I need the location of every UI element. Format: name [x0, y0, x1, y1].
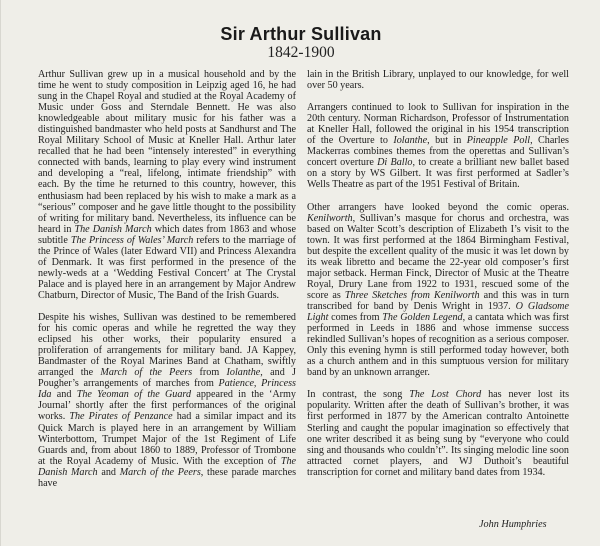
body-text: refers to the marriage of the Prince of Wales (later Edward VII) and Princess Alexandra of Denmark. It was first performed in the presence of the newly-weds at a ‘Wedding Festival Concert’ at The Crystal Palace and is played here in an arrangement by Major Andrew Chatburn, Director of Music, The Band of the Irish Guards.: [38, 234, 297, 301]
italic-title-text: The Princess of Wales’ March: [70, 234, 194, 246]
paragraph: [38, 69, 296, 301]
italic-title-text: The Lost Chord: [409, 389, 482, 401]
body-text: , these parade marches have: [38, 466, 297, 489]
body-text: Other arrangers have looked beyond the comic operas.: [307, 201, 569, 213]
body-text: and: [51, 389, 77, 401]
italic-title-text: March of the Peers: [119, 466, 201, 478]
body-text: , Sullivan’s masque for chorus and orchestra, was based on Walter Scott’s description of Elizabeth I’s visit to the town. It was first performed at the 1864 Birmingham Festival, but despite the excellent quality of the music it was let down by its weak libretto and became the 22-year old composer’s first major setback. Herman Finck, Director of Music at the Theatre Royal, Drury Lane from 1922 to 1931, rescued some of the score as: [307, 212, 569, 301]
paragraph: [307, 202, 569, 379]
author-signature: John Humphries: [479, 519, 547, 530]
body-text: Arthur Sullivan grew up in a musical household and by the time he went to study composition in Leipzig aged 16, he had sung in the Chapel Royal and studied at the Royal Academy of Music under Goss and Sterndale Bennett. He was also knowledgeable about military music for his father was a distinguished bandmaster who held posts at Sandhurst and The Royal Military School of Music at Kneller Hall. Arthur later recalled that he had been “intensely interested” in everything connected with bands, learning to play every wind instrument and developing a “real, lifelong, intimate friendship” with each. By the time he returned to this country, however, this enthusiasm had been replaced by his wish to make a mark as a “serious” composer and he gave little thought to the possibility of writing for military band. Nevertheless, its influence can be heard in: [38, 69, 296, 235]
body-text: from: [192, 367, 227, 379]
italic-title-text: Patience, Princess Ida: [38, 378, 296, 401]
right-column: [307, 69, 569, 478]
body-text: and: [97, 466, 120, 478]
italic-title-text: O Gladsome Light: [307, 300, 569, 324]
body-text: , but in: [427, 135, 467, 147]
body-text: , a cantata which was first performed in Leeds in 1886 and whose immense success rekindled Sullivan’s hopes of recognition as a serious composer. Only this evening hymn is still performed today however, both as a church anthem and in this sumptuous version for military band by an unknown arranger.: [307, 312, 569, 379]
italic-title-text: Di Ballo: [377, 157, 413, 169]
paragraph: [307, 389, 569, 477]
paragraph: [38, 312, 296, 489]
italic-title-text: Iolanthe: [226, 367, 261, 379]
body-text: Arrangers continued to look to Sullivan for inspiration in the 20th century. Norman Richardson, Professor of Instrumentation at Kneller Hall, followed the original in his 1954 transcription of the Overture to: [307, 102, 569, 147]
body-text: and this was in turn transcribed for band by Denis Wright in 1937.: [307, 289, 570, 312]
italic-title-text: Iolanthe: [393, 135, 428, 147]
italic-title-text: The Golden Legend: [382, 312, 463, 324]
italic-title-text: Three Sketches from Kenilworth: [344, 289, 480, 301]
body-text: , to create a brilliant new ballet based on a story by WS Gilbert. It was first performed at Sadler’s Wells Theatre as part of the 1951 Festival of Britain.: [307, 157, 570, 191]
italic-title-text: March of the Peers: [100, 367, 193, 379]
left-column: [38, 69, 296, 489]
body-text: Despite his wishes, Sullivan was destined to be remembered for his comic operas and while he regretted the way they eclipsed his other works, their popularity ensured a proliferation of arrangements for military band. JA Kappey, Bandmaster of the Royal Marines Band at Chatham, swiftly arranged the: [38, 312, 296, 379]
body-text: had a similar impact and its Quick March is played here in an arrangement by William Winterbottom, Trumpet Major of the 1st Regiment of Life Guards and, from about 1860 to 1889, Professor of Trombone at the Royal Academy of Music. With the exception of: [38, 411, 296, 467]
paragraph: [307, 69, 569, 91]
italic-title-text: Pineapple Poll: [466, 135, 531, 147]
italic-title-text: The Danish March: [74, 223, 152, 235]
paragraph: [307, 102, 569, 190]
body-text: has never lost its popularity. Written after the death of Sullivan’s brother, it was first performed in 1877 by the American contralto Antoinette Sterling and caught the popular imagination so effectively that one writer described it as being sung by “everyone who could sing and thousands who couldn’t”. Its singing melodic line soon attracted cornet players, and WJ Duthoit’s beautiful transcription for cornet and military band dates from 1934.: [307, 389, 570, 478]
body-text: comes from: [328, 312, 383, 324]
life-dates: 1842-1900: [267, 44, 335, 61]
body-text: which dates from 1863 and whose subtitle: [38, 223, 296, 246]
body-text: In contrast, the song: [307, 389, 410, 401]
italic-title-text: The Yeoman of the Guard: [76, 389, 192, 401]
page-title: Sir Arthur Sullivan: [220, 24, 382, 44]
body-text: lain in the British Library, unplayed to our knowledge, for well over 50 years.: [307, 69, 569, 92]
body-text: , Charles Mackerras combines themes from the operettas and Sullivan’s concert overture: [307, 135, 569, 169]
body-text: appeared in the ‘Army Journal’ shortly after the first performances of the original works.: [38, 389, 296, 423]
italic-title-text: The Danish March: [38, 455, 296, 478]
italic-title-text: The Pirates of Penzance: [69, 411, 173, 423]
body-text: , and J Pougher’s arrangements of marches from: [38, 367, 296, 390]
italic-title-text: Kenilworth: [307, 212, 353, 224]
